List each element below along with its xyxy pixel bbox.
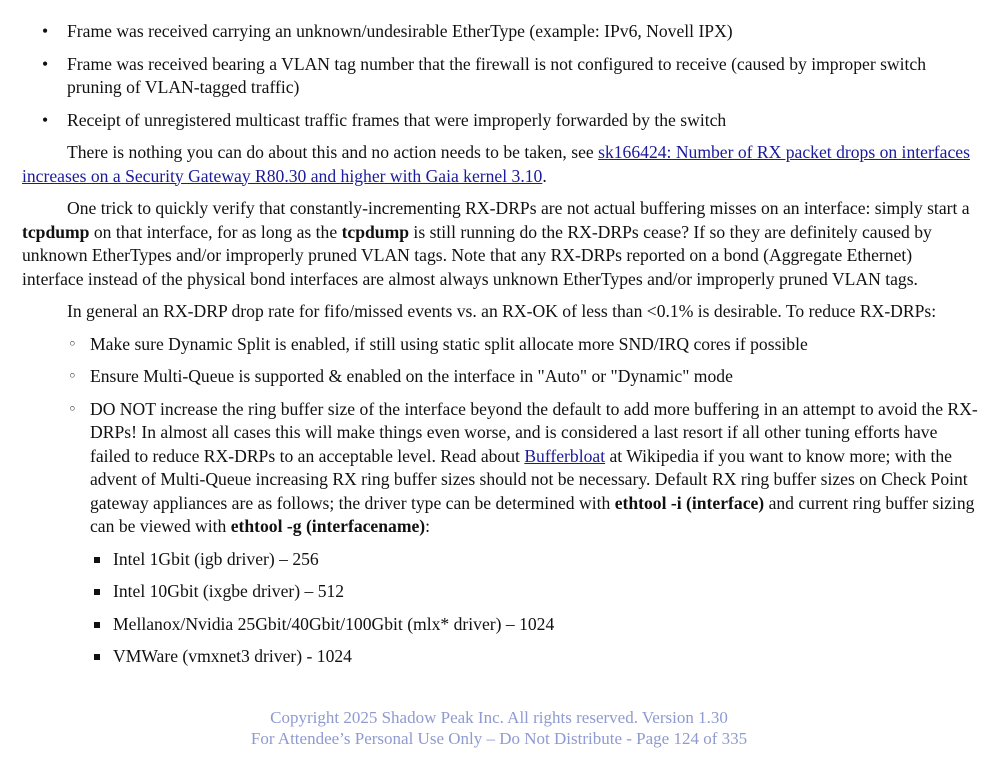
document-page: [22, 20, 978, 678]
paragraph-text: on that interface, for as long as the: [89, 221, 342, 242]
command-ethtool-g: ethtool -g (interfacename): [230, 516, 426, 536]
list-item: • Receipt of unregistered multicast traffic frames that were improperly forwarded by the switch: [22, 109, 978, 133]
paragraph-text: :: [425, 516, 431, 536]
page-number-line: For Attendee’s Personal Use Only – Do Not Distribute - Page 124 of 335: [250, 728, 748, 748]
paragraph-text: at Wikipedia if you want to know more; with the advent of Multi-Queue increasing RX ring buffer sizes should not be necessary. Default RX ring buffer sizes on Check Point gateway appliances are as follows; the driver type can be determined with: [90, 445, 968, 513]
reduce-drops-list: [22, 333, 978, 539]
command-tcpdump: tcpdump: [22, 221, 90, 242]
list-item: Mellanox/Nvidia 25Gbit/40Gbit/100Gbit (mlx* driver) – 1024: [22, 613, 978, 637]
paragraph-text: .: [542, 165, 547, 186]
page-footer: [0, 708, 998, 749]
drop-causes-list: [22, 20, 978, 132]
paragraph-text: One trick to quickly verify that constantly-incrementing RX-DRPs are not actual buffering misses on an interface: simply start a: [67, 198, 970, 218]
paragraph-no-action: [22, 141, 978, 188]
paragraph-tcpdump-trick: [22, 197, 978, 291]
list-item: ◦ Make sure Dynamic Split is enabled, if still using static split allocate more SND/IRQ cores if possible: [22, 333, 978, 357]
list-item: Intel 1Gbit (igb driver) – 256: [22, 548, 978, 572]
ring-buffer-sizes-list: [22, 548, 978, 669]
command-ethtool-i: ethtool -i (interface): [614, 492, 765, 513]
paragraph-text: DO NOT increase the ring buffer size of the interface beyond the default to add more buffering in an attempt to avoid the RX-DRPs! In almost all cases this will make things even worse, and is considered a last resort if all other tuning efforts have failed to reduce RX-DRPs to an acceptable level. Read about: [90, 398, 978, 466]
copyright-line: Copyright 2025 Shadow Peak Inc. All rights reserved. Version 1.30: [270, 708, 728, 727]
bufferbloat-link[interactable]: Bufferbloat: [524, 445, 606, 466]
list-item: Intel 10Gbit (ixgbe driver) – 512: [22, 580, 978, 604]
paragraph-text: is still running do the RX-DRPs cease? If so they are definitely caused by unknown EtherTypes and/or improperly pruned VLAN tags. Note that any RX-DRPs reported on a bond (Aggregate Ethernet) interface instead of the physical bond interfaces are almost always unknown EtherTypes and/or improperly pruned VLAN tags.: [22, 221, 932, 289]
paragraph-text: There is nothing you can do about this and no action needs to be taken, see: [67, 142, 599, 162]
command-tcpdump: tcpdump: [341, 221, 410, 242]
list-item: VMWare (vmxnet3 driver) - 1024: [22, 645, 978, 669]
list-item: • Frame was received bearing a VLAN tag number that the firewall is not configured to receive (caused by improper switch pruning of VLAN-tagged traffic): [22, 53, 978, 100]
paragraph-drop-rate: In general an RX-DRP drop rate for fifo/missed events vs. an RX-OK of less than <0.1% is desirable. To reduce RX-DRPs:: [67, 301, 937, 321]
list-item: [22, 398, 978, 539]
list-item: • Frame was received carrying an unknown/undesirable EtherType (example: IPv6, Novell IPX): [22, 20, 978, 44]
list-item: ◦ Ensure Multi-Queue is supported & enabled on the interface in "Auto" or "Dynamic" mode: [22, 365, 978, 389]
sk166424-link[interactable]: sk166424: Number of RX packet drops on interfaces increases on a Security Gateway R80.30 and higher with Gaia kernel 3.10: [22, 142, 970, 186]
paragraph-text: and current ring buffer sizing can be viewed with: [90, 492, 975, 536]
